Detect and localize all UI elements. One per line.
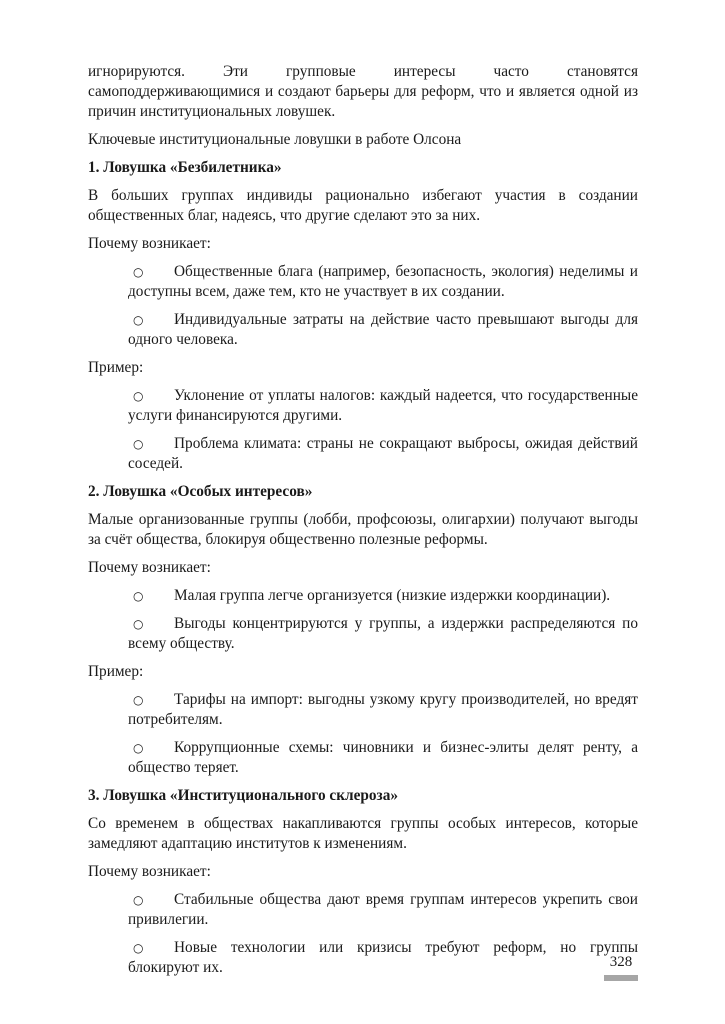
list-item [88, 738, 638, 778]
list-item-text: Индивидуальные затраты на действие часто превышают выгоды для одного человека. [128, 311, 638, 348]
list-item [88, 262, 638, 302]
bullet-circle-icon: ○ [133, 741, 144, 755]
list-item [88, 890, 638, 930]
list-item [88, 310, 638, 350]
bullet-circle-icon: ○ [133, 589, 144, 603]
section-heading: 3. Ловушка «Институционального склероза» [88, 787, 398, 804]
why-label: Почему возникает: [88, 235, 211, 252]
list-item [88, 434, 638, 474]
example-label: Пример: [88, 359, 144, 376]
bullet-circle-icon: ○ [133, 265, 144, 279]
bullet-circle-icon: ○ [133, 437, 144, 451]
bullet-circle-icon: ○ [133, 893, 144, 907]
lead-line: Ключевые институциональные ловушки в работе Олсона [88, 131, 462, 148]
section-description: В больших группах индивиды рационально избегают участия в создании общественных благ, надеясь, что другие сделают это за них. [88, 187, 638, 224]
list-item [88, 586, 638, 606]
list-item-text: Тарифы на импорт: выгодны узкому кругу производителей, но вредят потребителям. [128, 691, 638, 728]
bullet-circle-icon: ○ [133, 693, 144, 707]
why-label: Почему возникает: [88, 559, 211, 576]
list-item [88, 690, 638, 730]
intro-line-1: игнорируются. Эти групповые интересы часто становятся [88, 63, 638, 80]
section-heading: 1. Ловушка «Безбилетника» [88, 159, 282, 176]
list-item-text: Новые технологии или кризисы требуют реформ, но группы блокируют их. [128, 939, 638, 976]
list-item-text: Общественные блага (например, безопасность, экология) неделимы и доступны всем, даже тем, кто не участвует в их создании. [128, 263, 638, 300]
bullet-circle-icon: ○ [133, 617, 144, 631]
page-number: 328 [609, 954, 633, 970]
list-item-text: Уклонение от уплаты налогов: каждый надеется, что государственные услуги финансируются другими. [128, 387, 638, 424]
why-label: Почему возникает: [88, 863, 211, 880]
list-item-text: Проблема климата: страны не сокращают выбросы, ожидая действий соседей. [128, 435, 638, 472]
example-label: Пример: [88, 663, 144, 680]
list-item [88, 938, 638, 978]
bullet-circle-icon: ○ [133, 941, 144, 955]
bullet-circle-icon: ○ [133, 389, 144, 403]
list-item-text: Коррупционные схемы: чиновники и бизнес-элиты делят ренту, а общество теряет. [128, 739, 638, 776]
list-item-text: Выгоды концентрируются у группы, а издержки распределяются по всему обществу. [128, 615, 638, 652]
section-description: Со временем в обществах накапливаются группы особых интересов, которые замедляют адаптацию институтов к изменениям. [88, 815, 638, 852]
list-item [88, 614, 638, 654]
page-number-bar [604, 975, 638, 981]
bullet-circle-icon: ○ [133, 313, 144, 327]
section-description: Малые организованные группы (лобби, профсоюзы, олигархии) получают выгоды за счёт общества, блокируя общественно полезные реформы. [88, 511, 638, 548]
intro-paragraph: самоподдерживающимися и создают барьеры для реформ, что и является одной из причин институциональных ловушек. [88, 83, 638, 120]
list-item-text: Стабильные общества дают время группам интересов укрепить свои привилегии. [128, 891, 638, 928]
list-item-text: Малая группа легче организуется (низкие издержки координации). [174, 587, 611, 604]
list-item [88, 386, 638, 426]
document-page [88, 62, 638, 986]
section-heading: 2. Ловушка «Особых интересов» [88, 483, 313, 500]
